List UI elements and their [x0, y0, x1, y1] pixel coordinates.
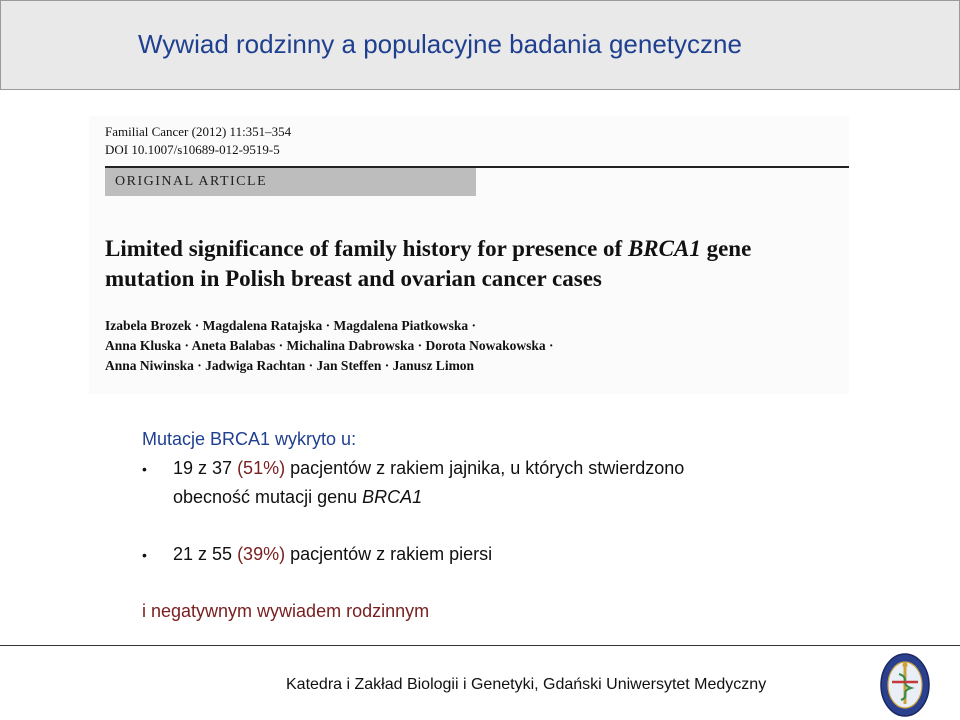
- bullet-item-ovarian: [173, 458, 684, 479]
- bullet-icon: •: [142, 461, 147, 477]
- author-line: Anna Kluska · Aneta Balabas · Michalina Dabrowska · Dorota Nowakowska ·: [105, 338, 554, 353]
- paper-title-part2: gene mutation in Polish breast and ovarian cancer cases: [105, 236, 752, 291]
- paper-excerpt: [89, 116, 849, 394]
- author-line: Izabela Brozek · Magdalena Ratajska · Magdalena Piatkowska ·: [105, 318, 477, 333]
- count: 21 z 55: [173, 544, 233, 564]
- author-list: [105, 316, 845, 376]
- bullet-item-ovarian-continued: [173, 487, 422, 508]
- count: 19 z 37: [173, 458, 233, 478]
- doi-line: DOI 10.1007/s10689-012-9519-5: [105, 142, 280, 157]
- description: pacjentów z rakiem piersi: [290, 544, 493, 564]
- findings-intro: Mutacje BRCA1 wykryto u:: [142, 429, 357, 449]
- article-type: ORIGINAL ARTICLE: [115, 174, 268, 189]
- journal-citation: Familial Cancer (2012) 11:351–354: [105, 124, 292, 139]
- article-type-band: [105, 168, 476, 196]
- percent: (51%): [237, 458, 286, 478]
- description: pacjentów z rakiem jajnika, u których stwierdzono: [290, 458, 685, 478]
- footer-rule: [0, 645, 960, 646]
- description: obecność mutacji genu: [173, 487, 358, 507]
- paper-title-gene: BRCA1: [627, 236, 701, 261]
- bullet-icon: •: [142, 547, 147, 563]
- gene-name: BRCA1: [362, 487, 423, 507]
- author-line: Anna Niwinska · Jadwiga Rachtan · Jan Steffen · Janusz Limon: [105, 358, 475, 373]
- slide-title: Wywiad rodzinny a populacyjne badania genetyczne: [138, 29, 742, 59]
- university-seal-icon: [880, 652, 930, 718]
- slide-header: [0, 0, 960, 90]
- bullet-item-breast: [173, 544, 492, 565]
- paper-title-part1: Limited significance of family history for presence of: [105, 236, 628, 261]
- footer-institution: Katedra i Zakład Biologii i Genetyki, Gdański Uniwersytet Medyczny: [286, 676, 767, 693]
- findings-closing: i negatywnym wywiadem rodzinnym: [142, 601, 430, 621]
- percent: (39%): [237, 544, 286, 564]
- paper-title: [105, 234, 835, 294]
